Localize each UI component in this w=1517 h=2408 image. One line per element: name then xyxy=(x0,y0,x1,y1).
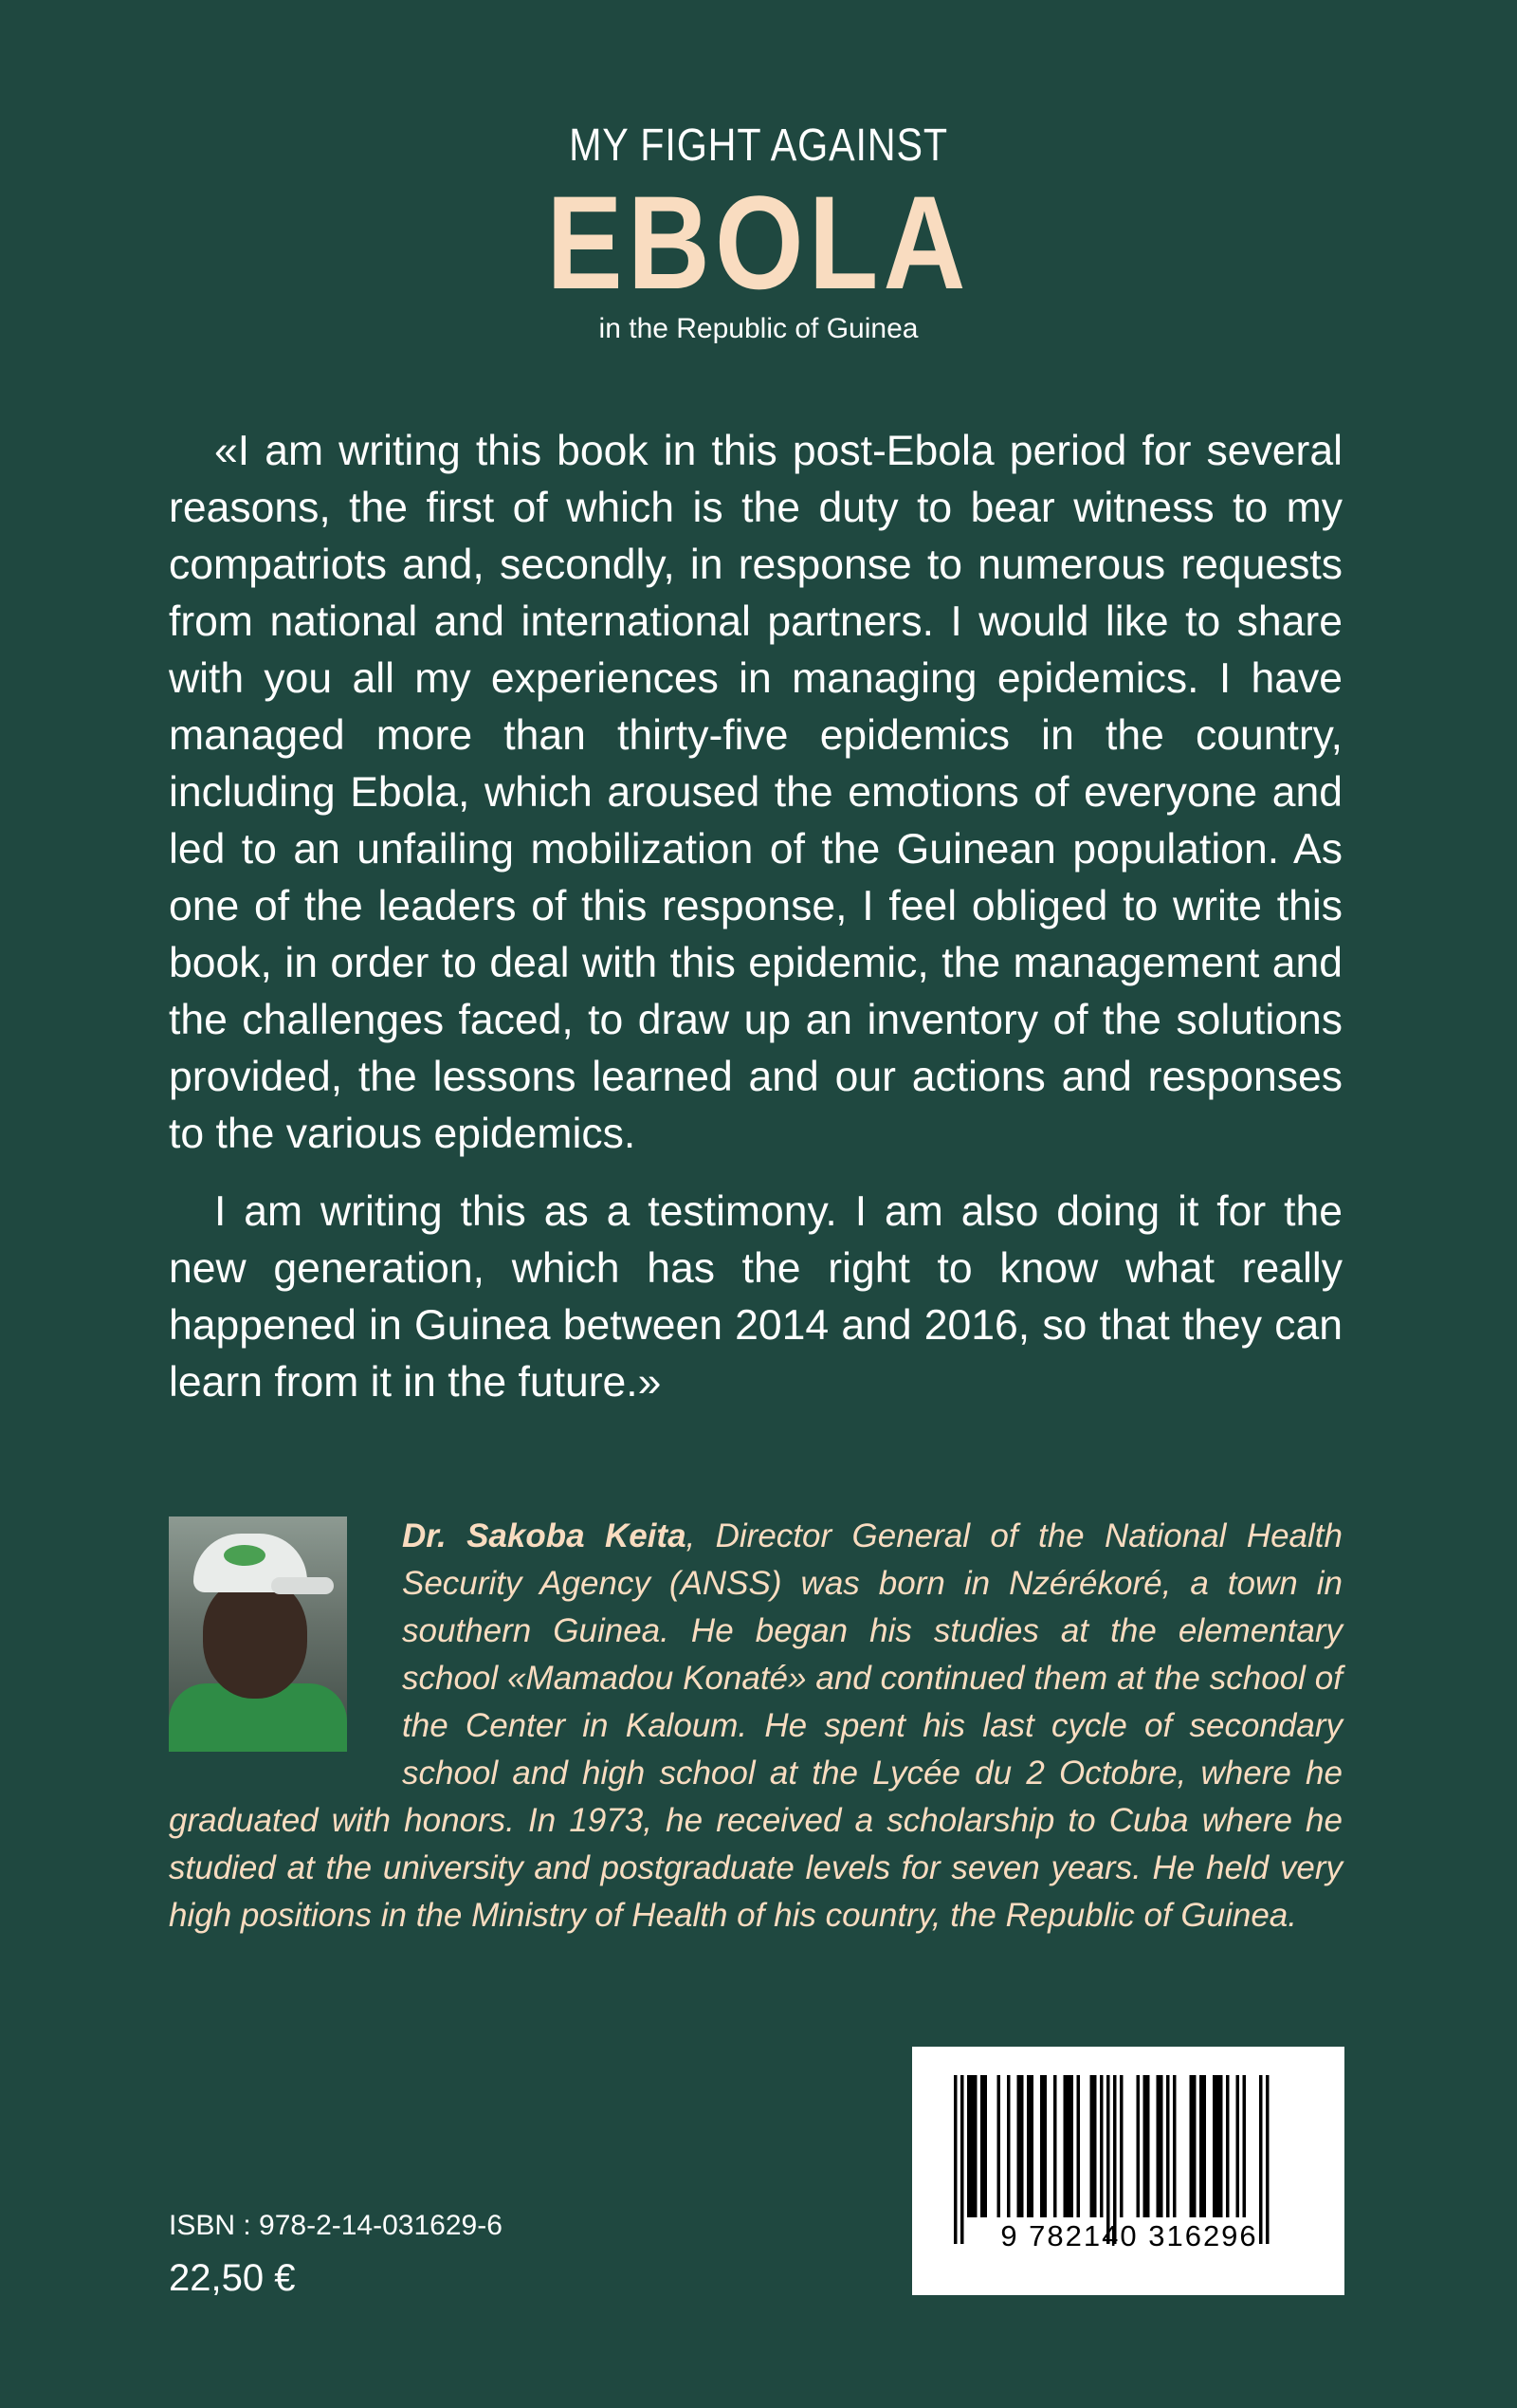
barcode-bar xyxy=(1219,2075,1223,2217)
barcode-bar xyxy=(1160,2075,1163,2217)
barcode-bar xyxy=(1146,2075,1150,2217)
barcode-bar xyxy=(984,2075,988,2217)
barcode-bar xyxy=(974,2075,978,2217)
barcode-bar xyxy=(1216,2075,1220,2217)
barcode-bar xyxy=(967,2075,971,2217)
isbn: ISBN : 978-2-14-031629-6 xyxy=(169,2210,503,2241)
barcode-bar xyxy=(1044,2075,1048,2217)
barcode-bar xyxy=(1067,2075,1070,2217)
author-bio-text: , Director General of the National Health Security Agency (ANSS) was born in Nzérékoré, a town in southern Guinea. He began his studies at the elementary school «Mamadou Konaté» and continued them at the school of the Center in Kaloum. He spent his last cycle of secondary school and high school at the Lycée du 2 Octobre, where he graduated with honors. In 1973, he received a scholarship to Cuba where he studied at the university and postgraduate levels for seven years. He held very high positions in the Ministry of Health of his country, the Republic of Guinea. xyxy=(169,1517,1343,1934)
barcode-bar xyxy=(1093,2075,1097,2217)
title-main: EBOLA xyxy=(546,168,971,317)
barcode-bar xyxy=(1077,2075,1081,2217)
back-cover-quote xyxy=(169,423,1343,1411)
barcode-bar xyxy=(1226,2075,1230,2217)
barcode-bar xyxy=(1143,2075,1147,2217)
author-name: Dr. Sakoba Keita xyxy=(402,1517,686,1554)
barcode-bar xyxy=(1040,2075,1044,2217)
barcode-bar xyxy=(997,2075,1001,2217)
barcode-bar xyxy=(1213,2075,1216,2217)
barcode-bar xyxy=(1173,2075,1177,2217)
title-subtitle: in the Republic of Guinea xyxy=(598,313,919,344)
barcode-bar xyxy=(1053,2075,1057,2217)
author-bio xyxy=(169,1513,1343,1939)
barcode-bar xyxy=(1137,2075,1141,2217)
barcode-bar xyxy=(1100,2075,1104,2217)
barcode-bar xyxy=(1193,2075,1197,2217)
barcode-bar xyxy=(1020,2075,1024,2217)
barcode-bar xyxy=(1031,2075,1034,2217)
title-top: MY FIGHT AGAINST xyxy=(569,120,948,171)
barcode-bar xyxy=(971,2075,975,2217)
barcode-bar xyxy=(1064,2075,1068,2217)
barcode-bar xyxy=(1120,2075,1124,2217)
barcode xyxy=(912,2047,1344,2295)
barcode-bar xyxy=(1157,2075,1161,2217)
author-photo xyxy=(169,1516,347,1752)
barcode-bar xyxy=(980,2075,984,2217)
barcode-bar xyxy=(1243,2075,1247,2217)
barcode-bar xyxy=(1166,2075,1170,2217)
barcode-bar xyxy=(1190,2075,1194,2217)
quote-paragraph-1: «I am writing this book in this post-Ebola period for several reasons, the first of which is the duty to bear witness to my compatriots and, secondly, in response to numerous requests from national and international partners. I would like to share with you all my experiences in managing epidemics. I have managed more than thirty-five epidemics in the country, including Ebola, which aroused the emotions of everyone and led to an unfailing mobilization of the Guinean population. As one of the leaders of this response, I feel obliged to write this book, in order to deal with this epidemic, the management and the challenges faced, to draw up an inventory of the solutions provided, the lessons learned and our actions and responses to the various epidemics. xyxy=(169,428,1343,1157)
price: 22,50 € xyxy=(169,2257,296,2299)
barcode-bar xyxy=(1203,2075,1207,2217)
barcode-digits: 9 782140 316296 xyxy=(1000,2219,1258,2252)
barcode-bar xyxy=(1090,2075,1094,2217)
title-block xyxy=(0,120,1517,344)
barcode-bar xyxy=(1236,2075,1240,2217)
barcode-bar xyxy=(1027,2075,1031,2217)
barcode-bar xyxy=(1007,2075,1011,2217)
quote-paragraph-2: I am writing this as a testimony. I am also doing it for the new generation, which has the right to know what really happened in Guinea between 2014 and 2016, so that they can learn from it in the future.» xyxy=(169,1188,1343,1406)
barcode-bar xyxy=(1070,2075,1074,2217)
barcode-bar xyxy=(1017,2075,1021,2217)
barcode-bars xyxy=(912,2047,1344,2295)
barcode-bar xyxy=(1199,2075,1203,2217)
